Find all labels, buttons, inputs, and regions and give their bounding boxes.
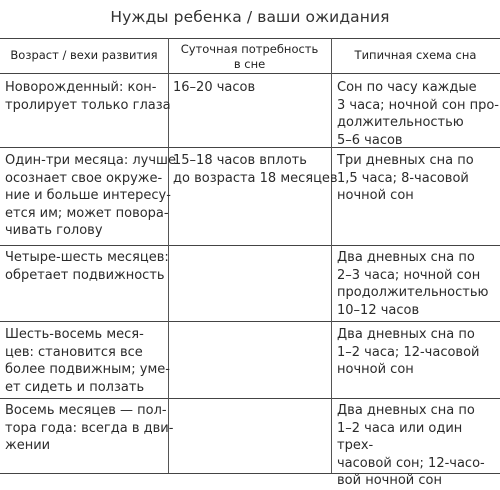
row-divider <box>0 398 500 399</box>
cell-schema-6-8-months: Два дневных сна по 1–2 часа; 12-часовой ночной сон <box>337 327 480 377</box>
table-header-rule <box>0 73 500 74</box>
table-top-rule <box>0 38 500 39</box>
cell-age-8-18-months: Восемь месяцев — пол- тора года: всегда в дви- жении <box>5 403 174 453</box>
header-schema: Типичная схема сна <box>354 48 477 62</box>
cell-need-newborn: 16–20 часов <box>173 80 256 95</box>
header-age: Возраст / вехи развития <box>10 48 158 62</box>
column-divider <box>331 38 332 473</box>
cell-age-newborn: Новорожденный: кон- тролирует только глаза <box>5 80 171 113</box>
cell-schema-newborn: Сон по часу каждые 3 часа; ночной сон про- должительностью 5–6 часов <box>337 80 499 148</box>
cell-age-6-8-months: Шесть-восемь меся- цев: становится все более подвижным; уме- ет сидеть и ползать <box>5 327 170 395</box>
row-divider <box>0 321 500 322</box>
header-daily-need: Суточная потребность в сне <box>180 42 319 71</box>
cell-need-1-3-months: 15–18 часов вплоть до возраста 18 месяцев <box>173 153 338 186</box>
cell-age-1-3-months: Один-три месяца: лучше осознает свое окруже- ние и больше интересу- ется им; может повора- чивать голову <box>5 153 176 238</box>
table-title: Нужды ребенка / ваши ожидания <box>110 8 390 26</box>
row-divider <box>0 245 500 246</box>
cell-age-4-6-months: Четыре-шесть месяцев: обретает подвижность <box>5 250 169 283</box>
cell-schema-1-3-months: Три дневных сна по 1,5 часа; 8-часовой ночной сон <box>337 153 474 203</box>
cell-schema-8-18-months: Два дневных сна по 1–2 часа или один трех- часовой сон; 12-часо- вой ночной сон <box>337 403 485 488</box>
cell-schema-4-6-months: Два дневных сна по 2–3 часа; ночной сон продолжительностью 10–12 часов <box>337 250 489 318</box>
